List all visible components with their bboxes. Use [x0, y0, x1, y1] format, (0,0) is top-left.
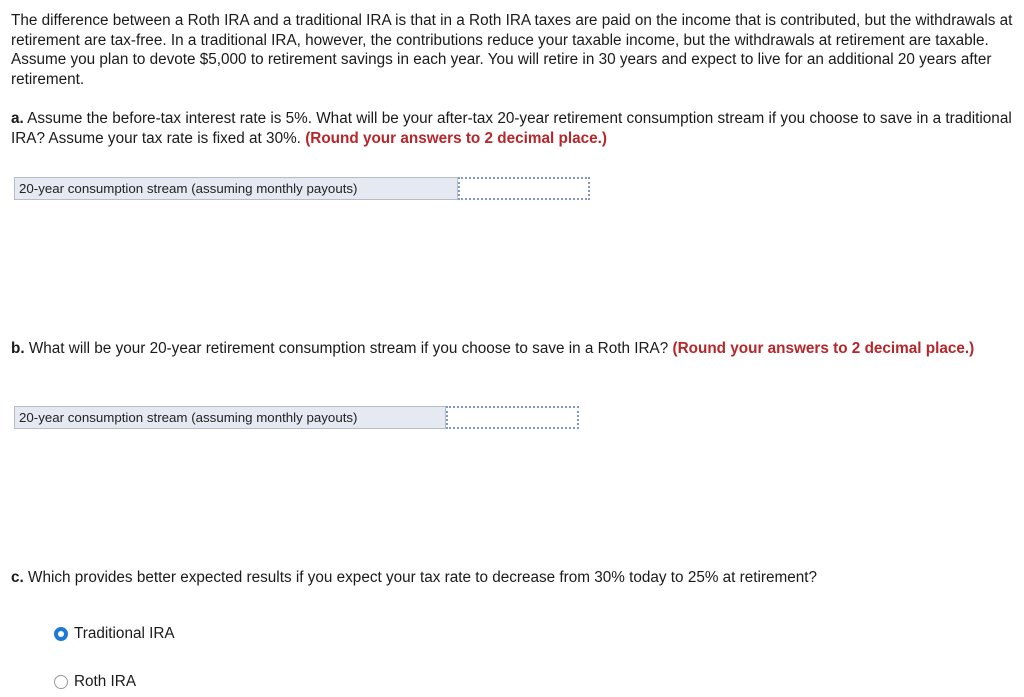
question-a-prefix: a. — [11, 110, 24, 127]
question-b-text: What will be your 20-year retirement consumption stream if you choose to save in a Roth IRA? — [24, 340, 673, 357]
answer-row-b — [14, 406, 579, 429]
option-roth-ira-label: Roth IRA — [74, 673, 137, 691]
question-c — [11, 568, 1019, 588]
question-b — [11, 339, 1019, 359]
question-a — [11, 109, 1019, 148]
answer-b-label: 20-year consumption stream (assuming monthly payouts) — [14, 406, 446, 429]
question-c-text: Which provides better expected results if you expect your tax rate to decrease from 30% today to 25% at retirement? — [23, 569, 818, 586]
radio-selected-icon[interactable] — [54, 627, 68, 641]
question-b-prefix: b. — [11, 340, 25, 357]
question-b-instruction: (Round your answers to 2 decimal place.) — [672, 340, 975, 357]
question-a-instruction: (Round your answers to 2 decimal place.) — [305, 129, 607, 147]
option-roth-ira[interactable] — [54, 672, 136, 692]
question-a-text: Assume the before-tax interest rate is 5%. What will be your after-tax 20-year retirement consumption stream if you choose to save in a traditional IRA? Assume your tax rate is fixed at 30%. — [11, 110, 1012, 147]
radio-unselected-icon[interactable] — [54, 675, 68, 689]
answer-row-a — [14, 177, 590, 200]
answer-a-label: 20-year consumption stream (assuming monthly payouts) — [14, 177, 458, 200]
answer-b-input[interactable] — [446, 406, 579, 429]
problem-intro: The difference between a Roth IRA and a traditional IRA is that in a Roth IRA taxes are paid on the income that is contributed, but the withdrawals at retirement are tax-free. In a traditional IRA, however, the contributions reduce your taxable income, but the withdrawals at retirement are taxable. Assume you plan to devote $5,000 to retirement savings in each year. You will retire in 30 years and expect to live for an additional 20 years after retirement. — [11, 12, 1013, 88]
answer-a-input[interactable] — [458, 177, 590, 200]
option-traditional-ira-label: Traditional IRA — [74, 625, 175, 643]
question-c-prefix: c. — [11, 569, 24, 586]
option-traditional-ira[interactable] — [54, 624, 175, 644]
